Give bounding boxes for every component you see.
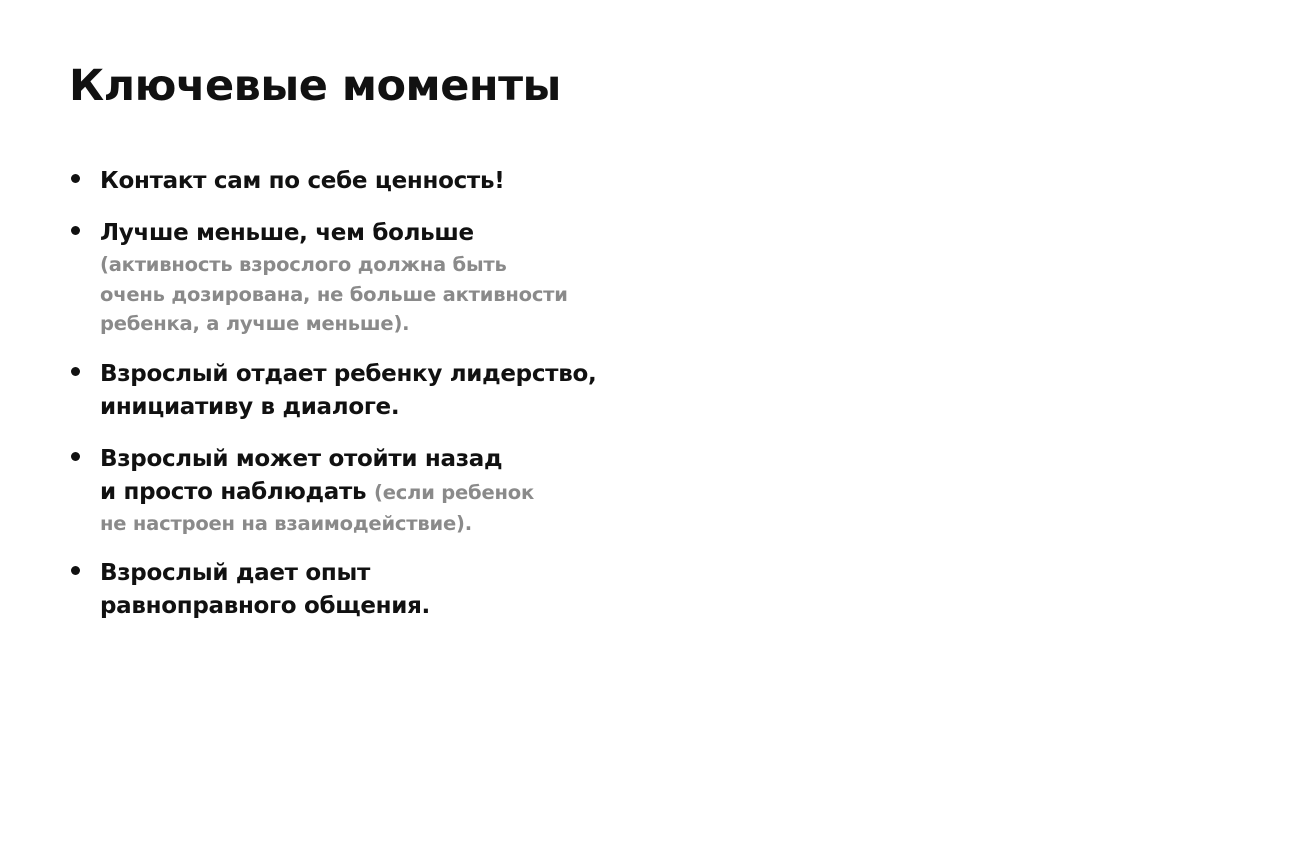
bullet-text: и просто наблюдать (100, 478, 367, 505)
list-item (68, 165, 668, 198)
list-item (68, 358, 668, 424)
bullet-note: ребенка, а лучше меньше). (100, 312, 410, 335)
slide-title: Ключевые моменты (69, 61, 561, 111)
bullet-icon (71, 566, 80, 575)
bullet-note: не настроен на взаимодействие). (100, 511, 472, 535)
bullet-text: Контакт сам по себе ценность! (100, 168, 505, 194)
bullet-note: (активность взрослого должна быть (100, 253, 507, 276)
bullet-text: инициативу в диалоге. (100, 393, 400, 420)
key-points-list (68, 165, 668, 642)
list-item (68, 557, 668, 623)
list-item (68, 217, 668, 339)
bullet-text: Взрослый может отойти назад (100, 445, 503, 472)
bullet-text: Взрослый отдает ребенку лидерство, (100, 360, 597, 387)
bullet-note: очень дозирована, не больше активности (100, 282, 568, 306)
bullet-icon (71, 226, 80, 235)
bullet-icon (71, 367, 80, 376)
bullet-text: Лучше меньше, чем больше (100, 220, 474, 246)
list-item (68, 443, 668, 539)
bullet-text: Взрослый дает опыт (100, 560, 371, 586)
bullet-text: равноправного общения. (100, 593, 430, 619)
bullet-icon (71, 452, 80, 461)
bullet-text-with-note (100, 476, 668, 509)
bullet-icon (71, 174, 80, 183)
bullet-inline-note: (если ребенок (374, 480, 534, 504)
